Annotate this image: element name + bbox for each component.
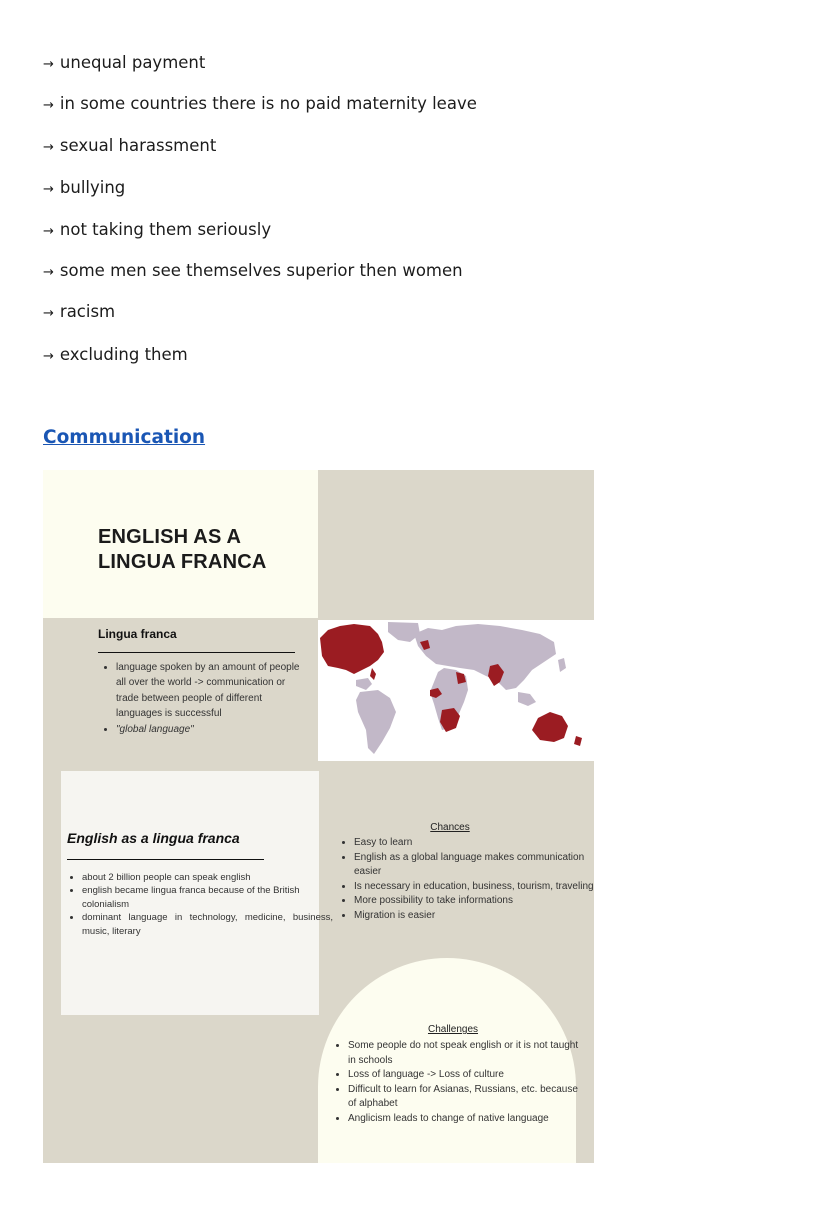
list-item: → not taking them seriously	[43, 220, 272, 239]
divider	[98, 652, 295, 653]
definition-heading: Lingua franca	[98, 627, 177, 641]
list-item: → sexual harassment	[43, 136, 217, 155]
list-item: → bullying	[43, 178, 126, 197]
list-item: • about 2 billion people can speak english	[82, 871, 333, 884]
list-item: • dominant language in technology, medicine, business, music, literary	[82, 911, 333, 938]
list-item: • More possibility to take informations	[354, 894, 594, 909]
challenges-heading: Challenges	[427, 1024, 479, 1035]
list-item: → unequal payment	[43, 53, 206, 72]
slide-title: ENGLISH AS A LINGUA FRANCA	[98, 526, 267, 573]
list-item: • English as a global language makes communication easier	[354, 851, 594, 880]
chances-heading: Chances	[430, 822, 470, 833]
list-item: • Migration is easier	[354, 909, 594, 924]
list-item: • Is necessary in education, business, tourism, traveling	[354, 880, 594, 895]
world-map-icon	[318, 620, 594, 761]
list-item: • Anglicism leads to change of native language	[348, 1112, 580, 1127]
list-item: • language spoken by an amount of people all over the world -> communication or trade between people of different languages is successful	[116, 660, 306, 722]
chances-list	[340, 836, 594, 924]
list-item: • Difficult to learn for Asianas, Russians, etc. because of alphabet	[348, 1083, 580, 1112]
list-item: → racism	[43, 302, 116, 321]
list-item: • english became lingua franca because of the British colonialism	[82, 884, 333, 911]
list-item: → some men see themselves superior then women	[43, 261, 463, 280]
divider	[67, 859, 264, 860]
lingua-franca-slide	[43, 470, 594, 1163]
list-item: → in some countries there is no paid maternity leave	[43, 94, 477, 113]
challenges-list	[334, 1039, 580, 1127]
world-map	[318, 620, 594, 761]
list-item: • "global language"	[116, 722, 306, 737]
communication-link[interactable]: Communication	[43, 427, 206, 448]
definition-list	[100, 660, 306, 737]
elf-list	[67, 871, 333, 938]
elf-heading: English as a lingua franca	[67, 830, 240, 846]
list-item: • Some people do not speak english or it is not taught in schools	[348, 1039, 580, 1068]
list-item: • Loss of language -> Loss of culture	[348, 1068, 580, 1083]
list-item: → excluding them	[43, 345, 188, 364]
list-item: • Easy to learn	[354, 836, 594, 851]
